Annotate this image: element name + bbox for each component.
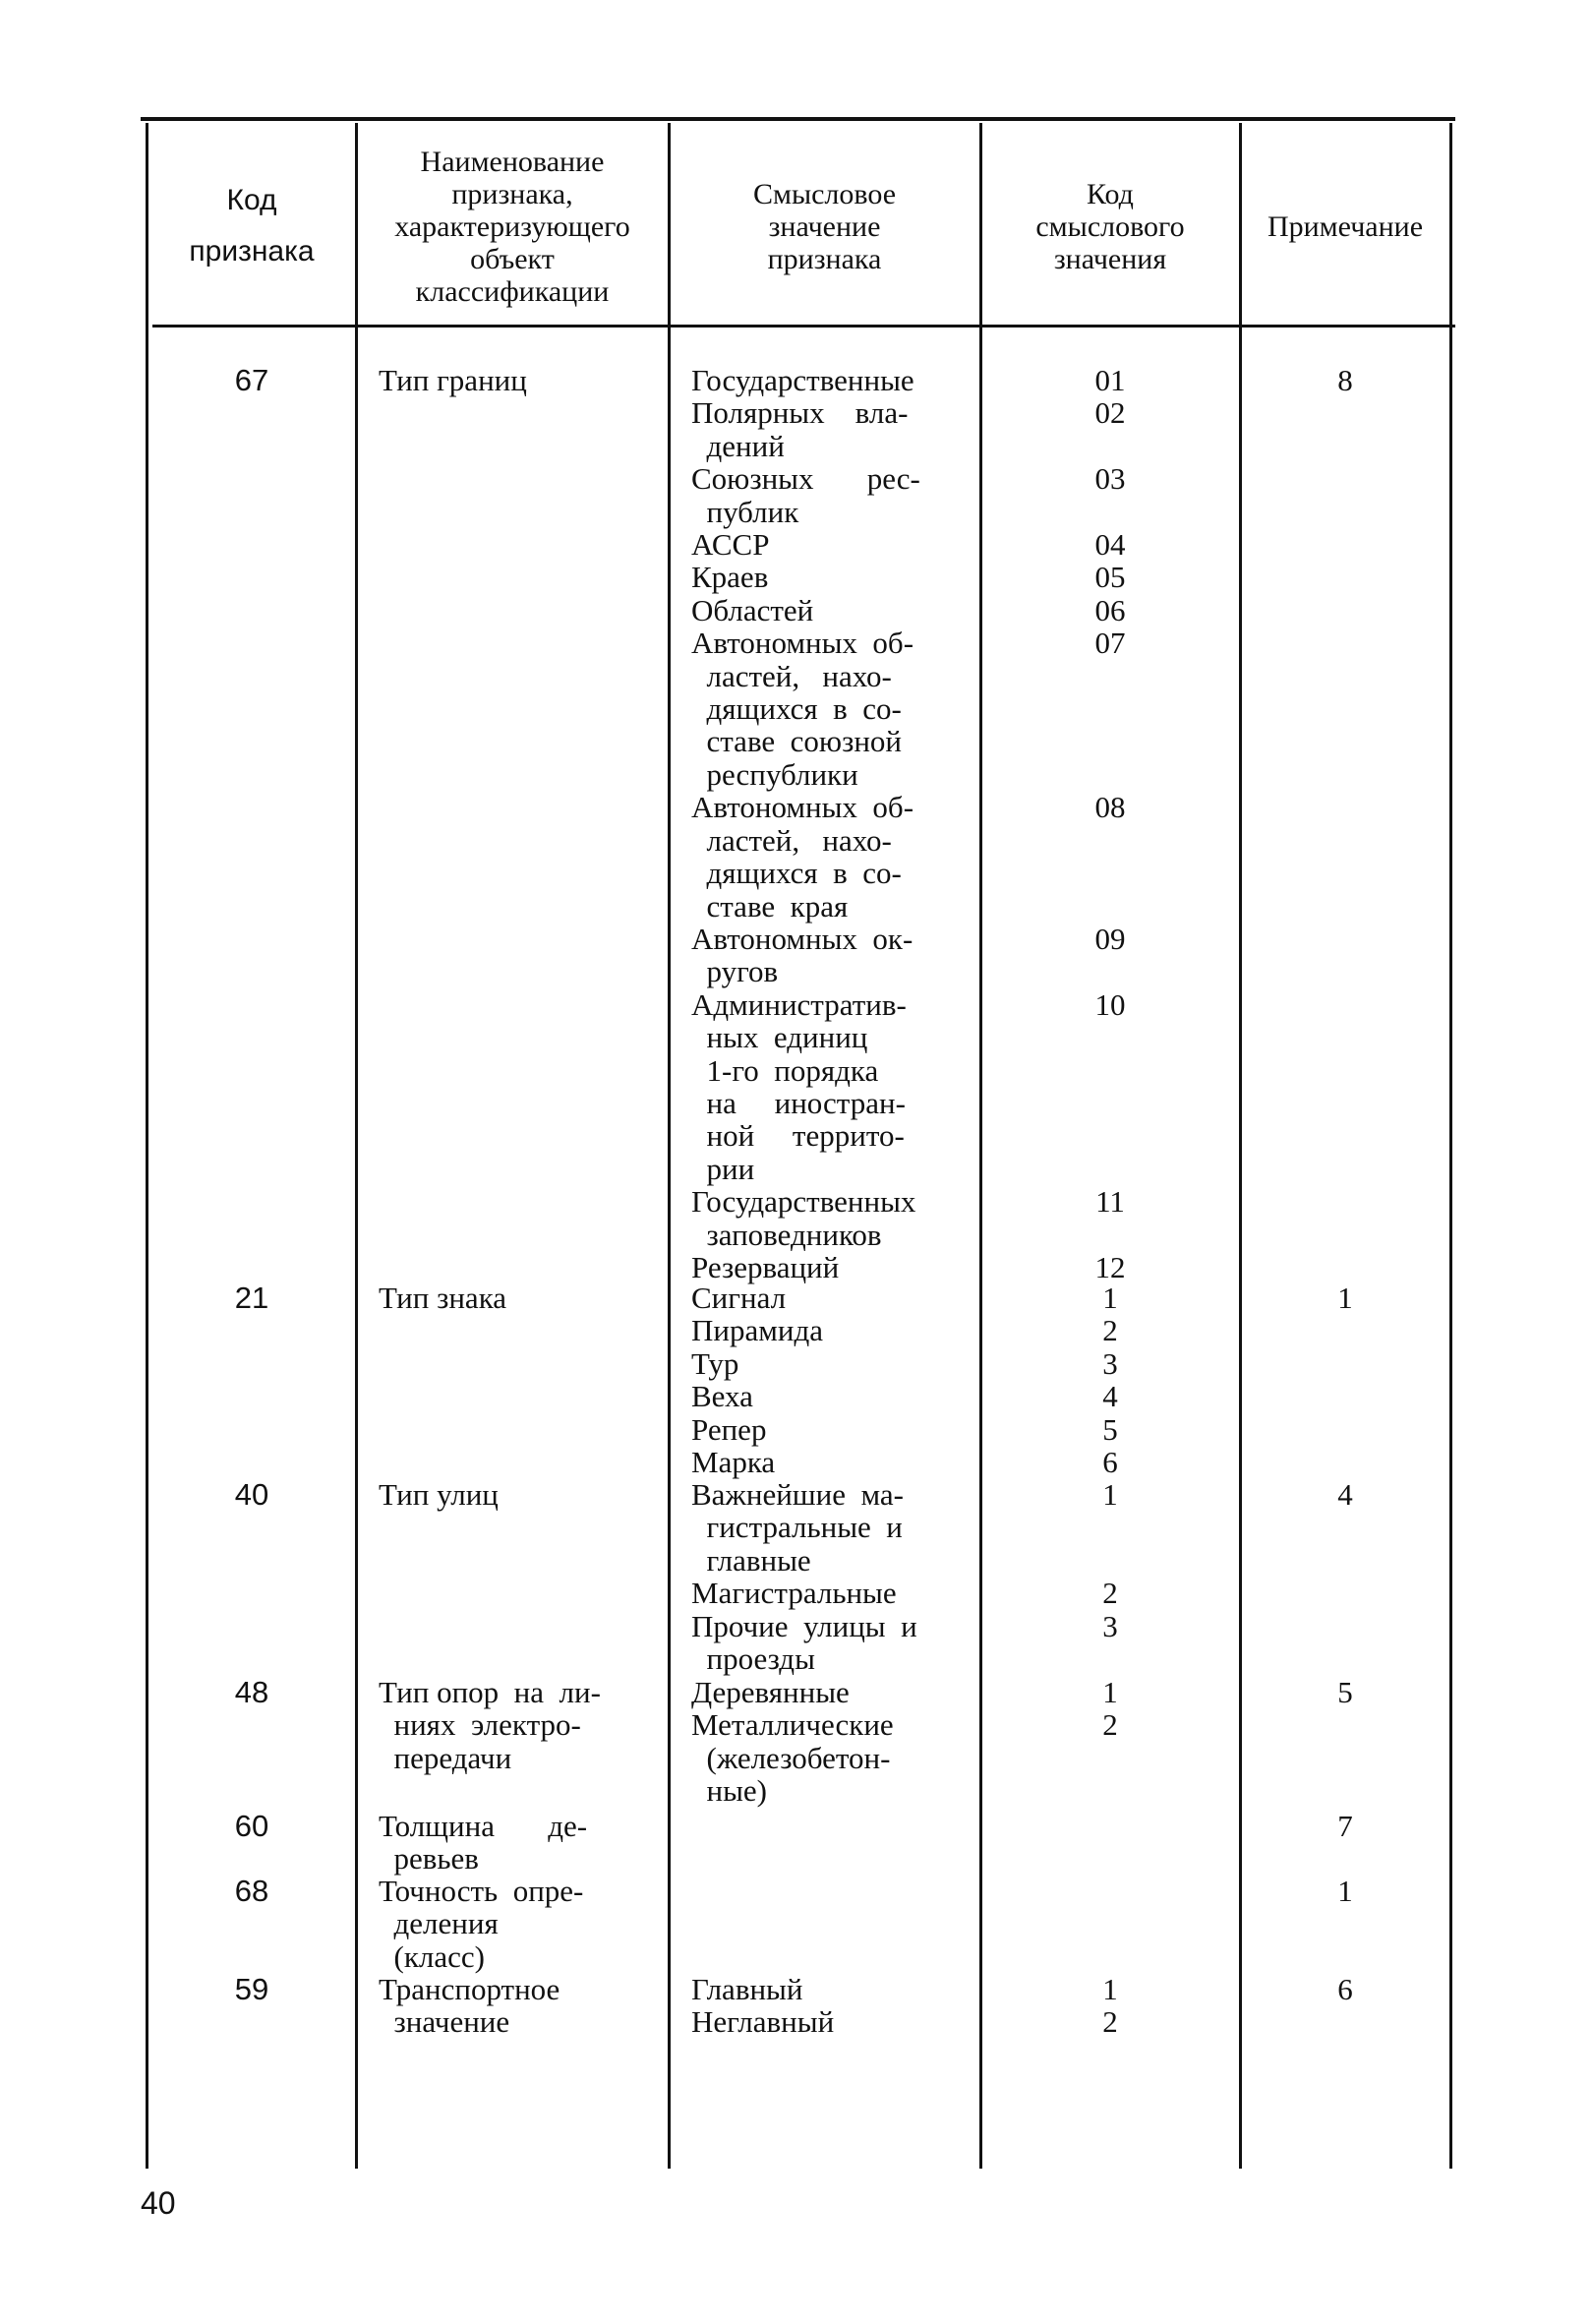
row-note: 4 [1337,1477,1353,1512]
header-name: Наименование признака, характеризующего объект классификации [394,145,630,308]
header-code: Код признака [189,184,315,268]
header-note: Примечание [1267,209,1424,243]
row-code: 48 [234,1675,269,1709]
row-note: 7 [1337,1809,1353,1843]
row-value-codes: 1 2 3 4 5 6 [1102,1281,1118,1480]
column-divider-1 [355,123,358,2169]
row-note: 1 [1337,1281,1353,1315]
row-note: 8 [1337,363,1353,397]
page-number: 40 [141,2185,176,2221]
row-values: Главный Неглавный [691,1972,835,2040]
row-code: 67 [234,363,269,397]
row-code: 68 [234,1874,269,1908]
row-values: Деревянные Металлические (железобетон- ные) [691,1675,894,1809]
row-name: Тип знака [379,1281,507,1315]
table-border-right [1449,123,1452,2169]
row-name: Транспортное значение [379,1972,560,2040]
row-code: 21 [234,1281,269,1315]
row-note: 1 [1337,1874,1353,1908]
row-note: 5 [1337,1675,1353,1709]
row-value-codes: 1 2 [1102,1675,1118,1743]
row-value-codes: 1 2 [1102,1972,1118,2040]
row-code: 60 [234,1809,269,1843]
row-values: Важнейшие ма- гистральные и главные Магистральные Прочие улицы и проезды [691,1477,917,1677]
column-divider-2 [668,123,671,2169]
row-code: 59 [234,1972,269,2006]
row-name: Толщина де- ревьев [379,1809,588,1877]
row-note: 6 [1337,1972,1353,2006]
row-value-codes: 01 02 03 04 05 06 07 08 09 10 11 12 [1094,363,1126,1284]
row-code: 40 [234,1477,269,1512]
row-name: Точность опре- деления (класс) [379,1874,584,1974]
row-value-codes: 1 2 3 [1102,1477,1118,1643]
row-values: Сигнал Пирамида Тур Веха Репер Марка [691,1281,823,1480]
header-meaning: Смысловое значение признака [752,177,897,275]
table-border-left [146,123,148,2169]
header-meaning-code: Код смыслового значения [1035,177,1185,275]
header-bottom-rule [152,325,1455,328]
row-name: Тип улиц [379,1477,499,1512]
row-values: Государственные Полярных вла- дений Союзных рес- публик АССР Краев Областей Автономных об- ластей, нахо- дящихся в со- ставе союзной республики Автономных об- ластей, нахо- дящихся в со- ставе края Автономных ок- ругов Административ- ных единиц 1-го порядка на иностран- ной террито- рии Государственных заповедников Резерваций [691,363,920,1284]
column-divider-4 [1239,123,1242,2169]
table-top-rule [141,117,1455,121]
row-name: Тип опор на ли- ниях электро- передачи [379,1675,601,1775]
row-name: Тип границ [379,363,527,397]
